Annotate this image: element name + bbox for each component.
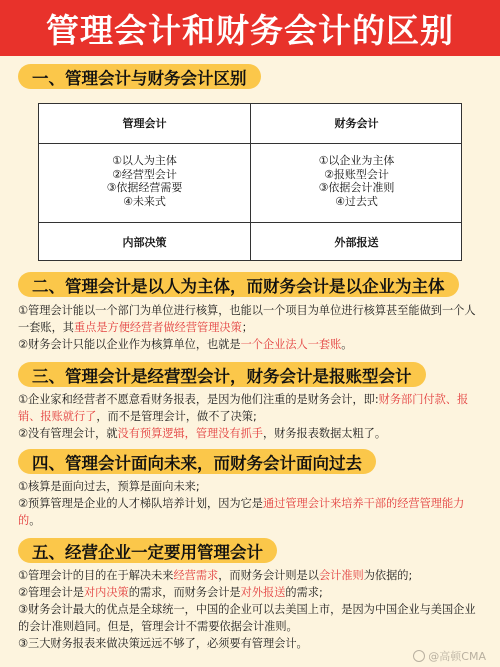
table-item: ③依据经营需要 <box>106 181 183 194</box>
watermark-logo-icon <box>413 650 425 662</box>
paragraph: ②财务会计只能以企业作为核算单位，也就是一个企业法人一套账。 <box>18 338 353 351</box>
section-3-title: 三、管理会计是经营型会计，财务会计是报账型会计 <box>18 362 426 387</box>
table-item: ④过去式 <box>335 194 378 208</box>
table-footer-management: 内部决策 <box>122 236 167 249</box>
paragraph: ①管理会计能以一个部门为单位进行核算，也能以一个项目为单位进行核算甚至能做到一个人一套账，其重点是方便经营者做经营管理决策； <box>18 304 476 334</box>
section-4-body <box>18 478 484 529</box>
table-item: ③依据会计准则 <box>318 181 395 194</box>
paragraph: ②预算管理是企业的人才梯队培养计划，因为它是通过管理会计来培养干部的经营管理能力的。 <box>18 497 465 527</box>
paragraph: ③三大财务报表来做决策远远不够了，必须要有管理会计。 <box>18 637 308 650</box>
paragraph: ②管理会计是对内决策的需求，而财务会计是对外报送的需求; <box>18 586 323 599</box>
section-2-title: 二、管理会计是以人为主体，而财务会计是以企业为主体 <box>18 272 459 297</box>
section-1-title: 一、管理会计与财务会计区别 <box>18 64 261 89</box>
paragraph: ②没有管理会计，就没有预算逻辑，管理没有抓手，财务报表数据太粗了。 <box>18 427 387 440</box>
page-title: 管理会计和财务会计的区别 <box>46 10 454 50</box>
table-header-financial: 财务会计 <box>334 117 379 130</box>
table-item: ④未来式 <box>123 194 166 208</box>
table-cell-financial-items <box>251 154 462 208</box>
section-4-title: 四、管理会计面向未来，而财务会计面向过去 <box>18 449 376 474</box>
title-banner <box>0 0 500 56</box>
table-item: ①以人为主体 <box>112 154 177 167</box>
section-2-body <box>18 302 484 353</box>
table-item: ②报账型会计 <box>324 167 389 181</box>
paragraph: ①企业家和经营者不愿意看财务报表，是因为他们注重的是财务会计，即:财务部门付款、报销、报账就行了，而不是管理会计，做不了决策; <box>18 393 469 423</box>
comparison-table <box>38 103 462 261</box>
watermark-text: @高顿CMA <box>428 650 486 663</box>
paragraph: ③财务会计最大的优点是全球统一，中国的企业可以去美国上市，是因为中国企业与美国企业的会计准则趋同。但是，管理会计不需要依据会计准则。 <box>18 603 476 633</box>
table-item: ②经营型会计 <box>112 167 177 181</box>
table-item: ①以企业为主体 <box>318 154 395 167</box>
section-3-body <box>18 391 484 442</box>
table-cell-management-items <box>39 154 250 208</box>
table-header-management: 管理会计 <box>122 117 167 130</box>
table-divider-2 <box>39 222 461 223</box>
watermark <box>413 648 486 664</box>
paragraph: ①管理会计的目的在于解决未来经营需求，而财务会计则是以会计准则为依据的; <box>18 569 413 582</box>
paragraph: ①核算是面向过去，预算是面向未来; <box>18 480 200 493</box>
table-footer-financial: 外部报送 <box>334 236 379 249</box>
section-5-title: 五、经营企业一定要用管理会计 <box>18 538 277 563</box>
section-5-body <box>18 567 484 652</box>
table-divider-1 <box>39 143 461 144</box>
